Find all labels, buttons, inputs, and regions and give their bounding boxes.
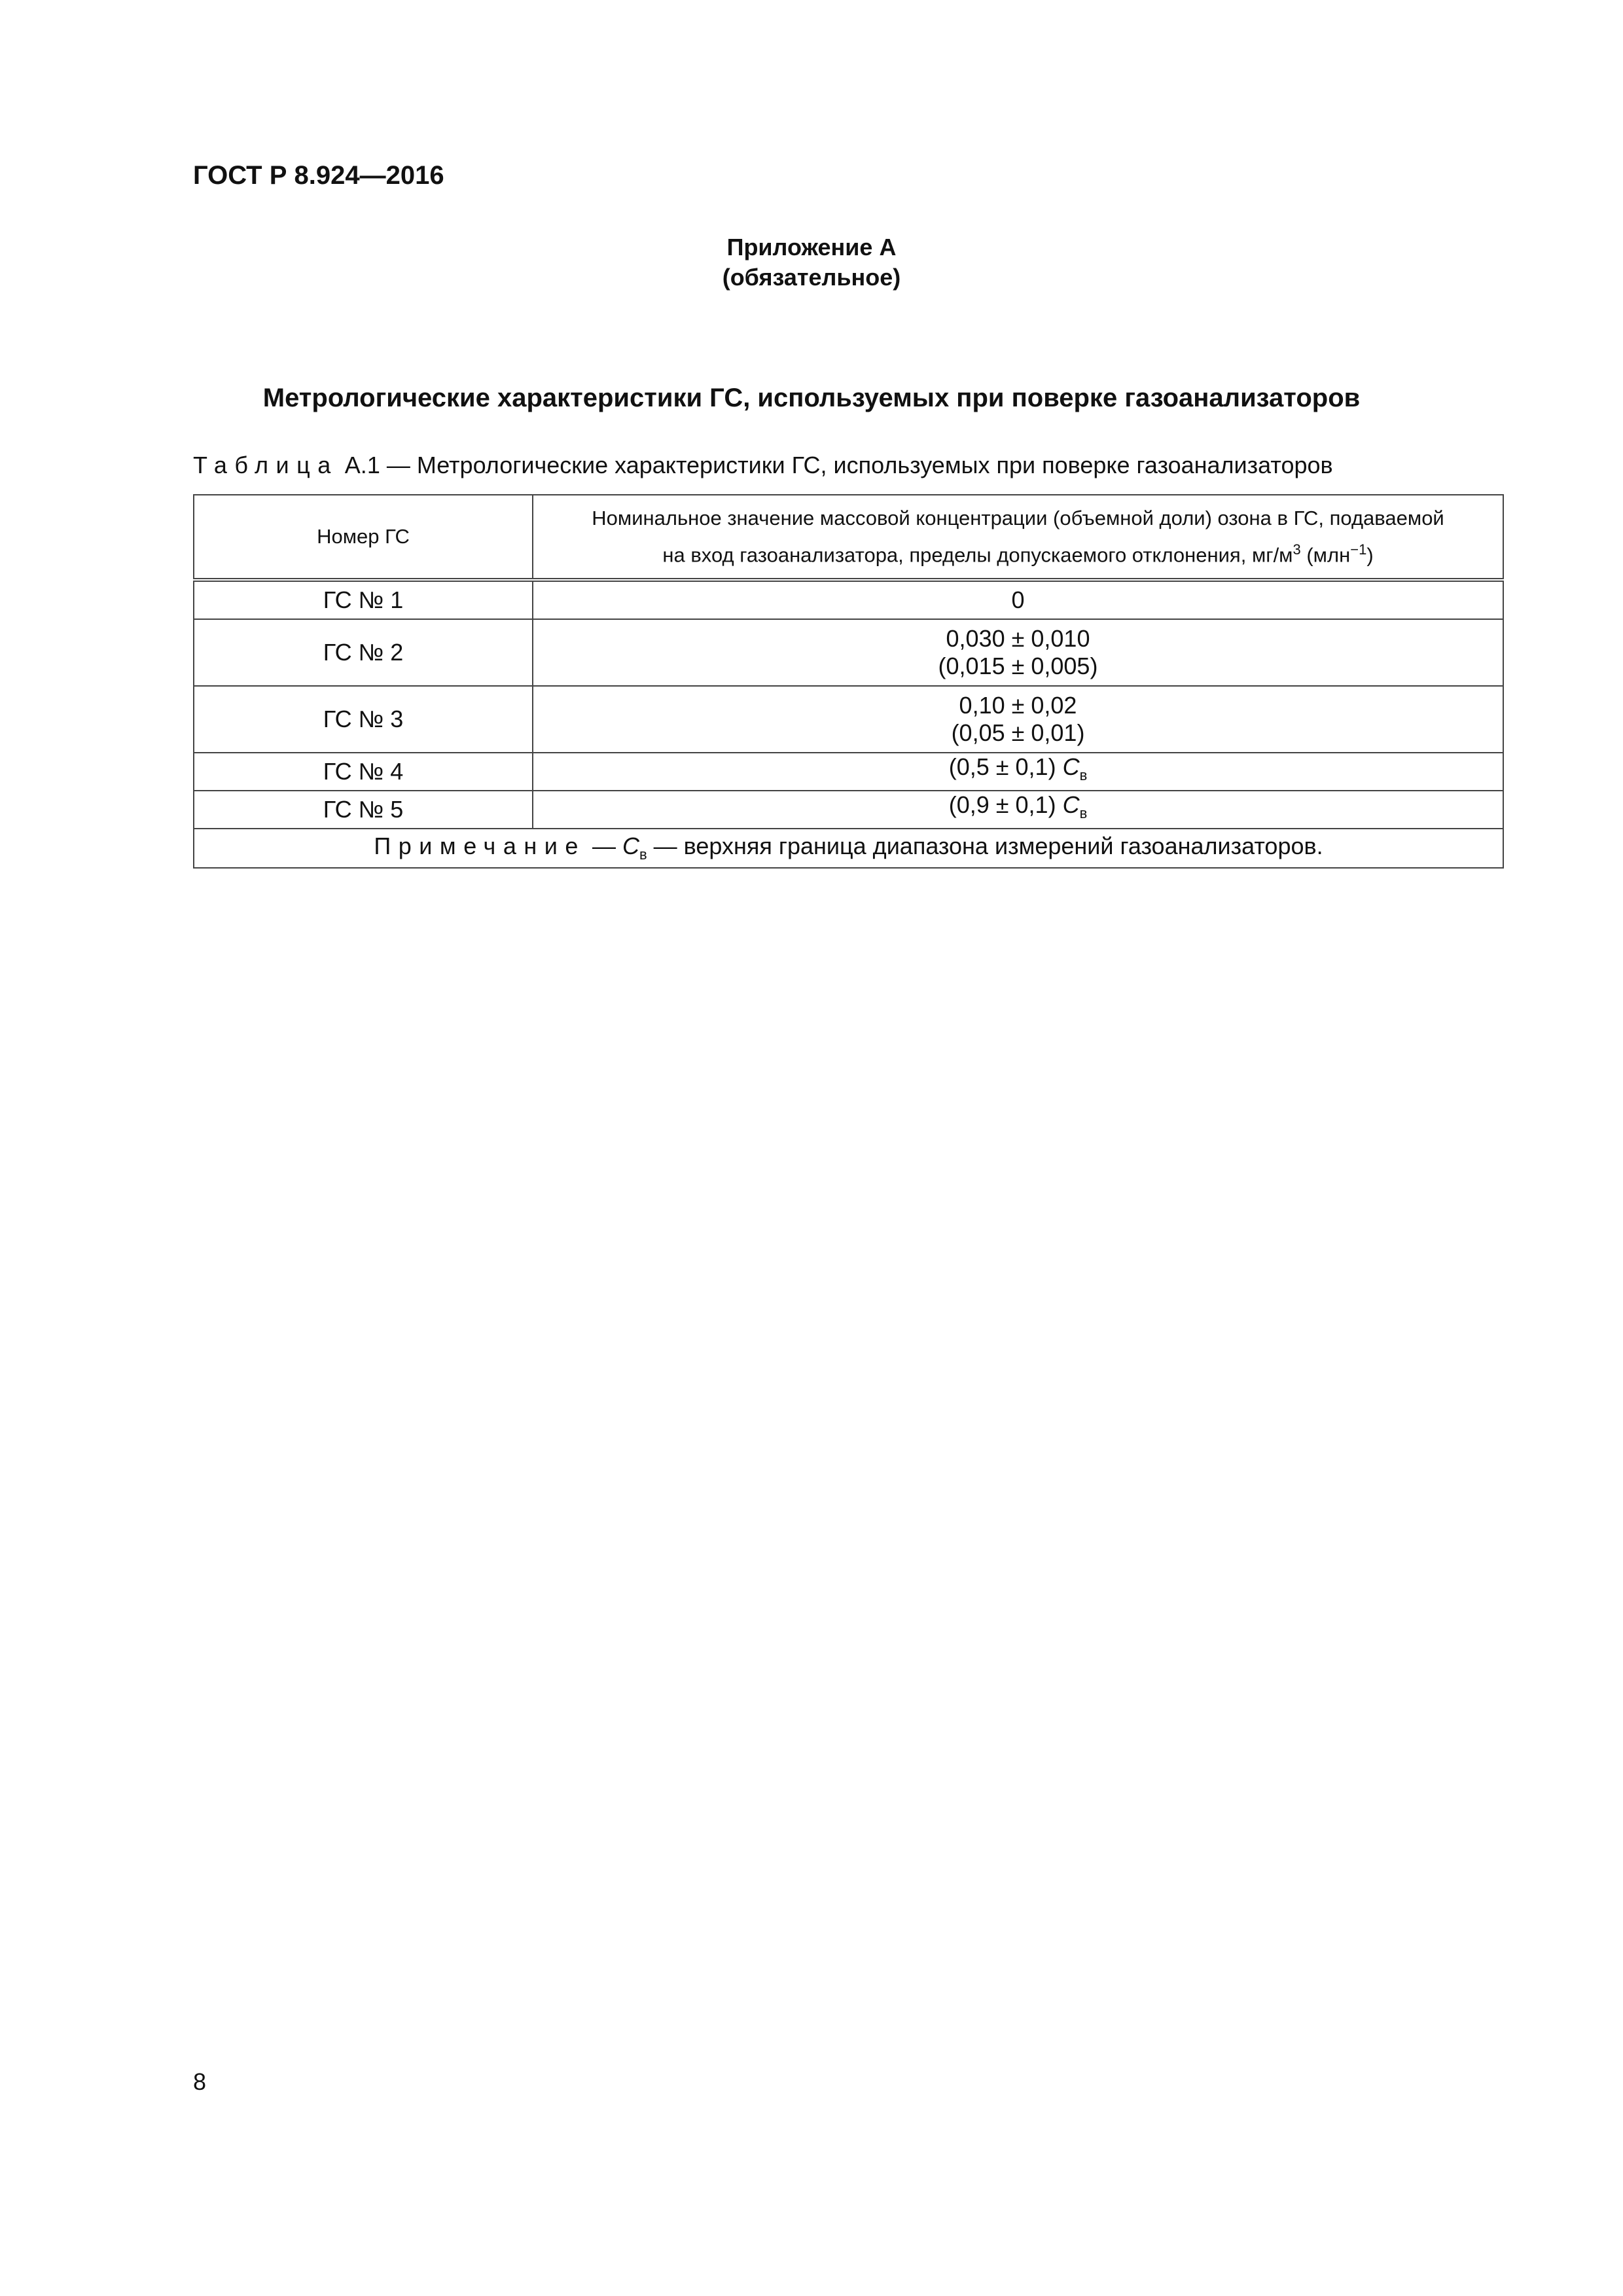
table-row <box>194 791 1503 829</box>
gs-value <box>533 753 1503 791</box>
unit-alt-close: ) <box>1366 543 1374 567</box>
note-dash: — <box>585 833 622 860</box>
gs-name: ГС № 5 <box>194 791 533 829</box>
table-caption-text: А.1 — Метрологические характеристики ГС, используемых при поверке газоанализаторов <box>338 452 1333 478</box>
unit-alt: (млн <box>1300 543 1351 567</box>
section-title: Метрологические характеристики ГС, используемых при поверке газоанализаторов <box>262 384 1361 412</box>
table-note-row <box>194 829 1503 868</box>
unit-exponent: 3 <box>1293 541 1301 558</box>
appendix-label: Приложение А <box>726 234 897 260</box>
gs-value-volume: (0,05 ± 0,01) <box>951 719 1085 746</box>
gs-name: ГС № 3 <box>194 686 533 753</box>
cv-letter: C <box>1062 791 1080 819</box>
appendix-heading <box>0 232 1623 293</box>
cv-letter: C <box>1062 753 1080 781</box>
gs-value-mass: 0,030 ± 0,010 <box>946 625 1090 652</box>
note-cv-subscript: в <box>639 846 647 863</box>
document-code: ГОСТ Р 8.924—2016 <box>193 161 444 190</box>
upper-limit-symbol <box>1062 791 1088 822</box>
upper-limit-symbol <box>1062 753 1088 784</box>
appendix-status: (обязательное) <box>722 264 901 291</box>
gs-name: ГС № 1 <box>194 580 533 619</box>
note-cv-letter: C <box>622 833 639 860</box>
gs-value: 0 <box>533 580 1503 619</box>
gs-value-mass: 0,10 ± 0,02 <box>959 692 1077 719</box>
table-row <box>194 619 1503 686</box>
table-caption <box>193 452 1333 479</box>
cv-subscript: в <box>1079 767 1088 784</box>
header-nominal-line2-text: на вход газоанализатора, пределы допускаемого отклонения, мг/м <box>662 543 1293 567</box>
note-text: — верхняя граница диапазона измерений газоанализаторов. <box>647 833 1323 860</box>
header-nominal-line2 <box>546 534 1489 571</box>
table-header-row <box>194 495 1503 580</box>
gs-name: ГС № 2 <box>194 619 533 686</box>
note-label: Примечание <box>374 833 586 860</box>
gs-value <box>533 686 1503 753</box>
gs-characteristics-table <box>193 494 1504 869</box>
table-row <box>194 686 1503 753</box>
table-caption-prefix: Таблица <box>193 452 338 478</box>
header-nominal-value <box>533 495 1503 580</box>
gs-value <box>533 619 1503 686</box>
unit-alt-exponent: −1 <box>1350 541 1367 558</box>
gs-value-text: (0,9 ± 0,1) <box>948 791 1063 819</box>
page-number: 8 <box>193 2068 207 2095</box>
gs-value-text: (0,5 ± 0,1) <box>948 753 1063 781</box>
header-nominal-line1: Номинальное значение массовой концентрации (объемной доли) озона в ГС, подаваемой <box>592 506 1444 529</box>
header-gs-number: Номер ГС <box>194 495 533 580</box>
table-note <box>194 829 1503 868</box>
gs-value <box>533 791 1503 829</box>
table-row <box>194 580 1503 619</box>
table-row <box>194 753 1503 791</box>
cv-subscript: в <box>1079 805 1088 822</box>
gs-name: ГС № 4 <box>194 753 533 791</box>
gs-value-volume: (0,015 ± 0,005) <box>938 653 1098 679</box>
note-symbol <box>622 833 647 863</box>
